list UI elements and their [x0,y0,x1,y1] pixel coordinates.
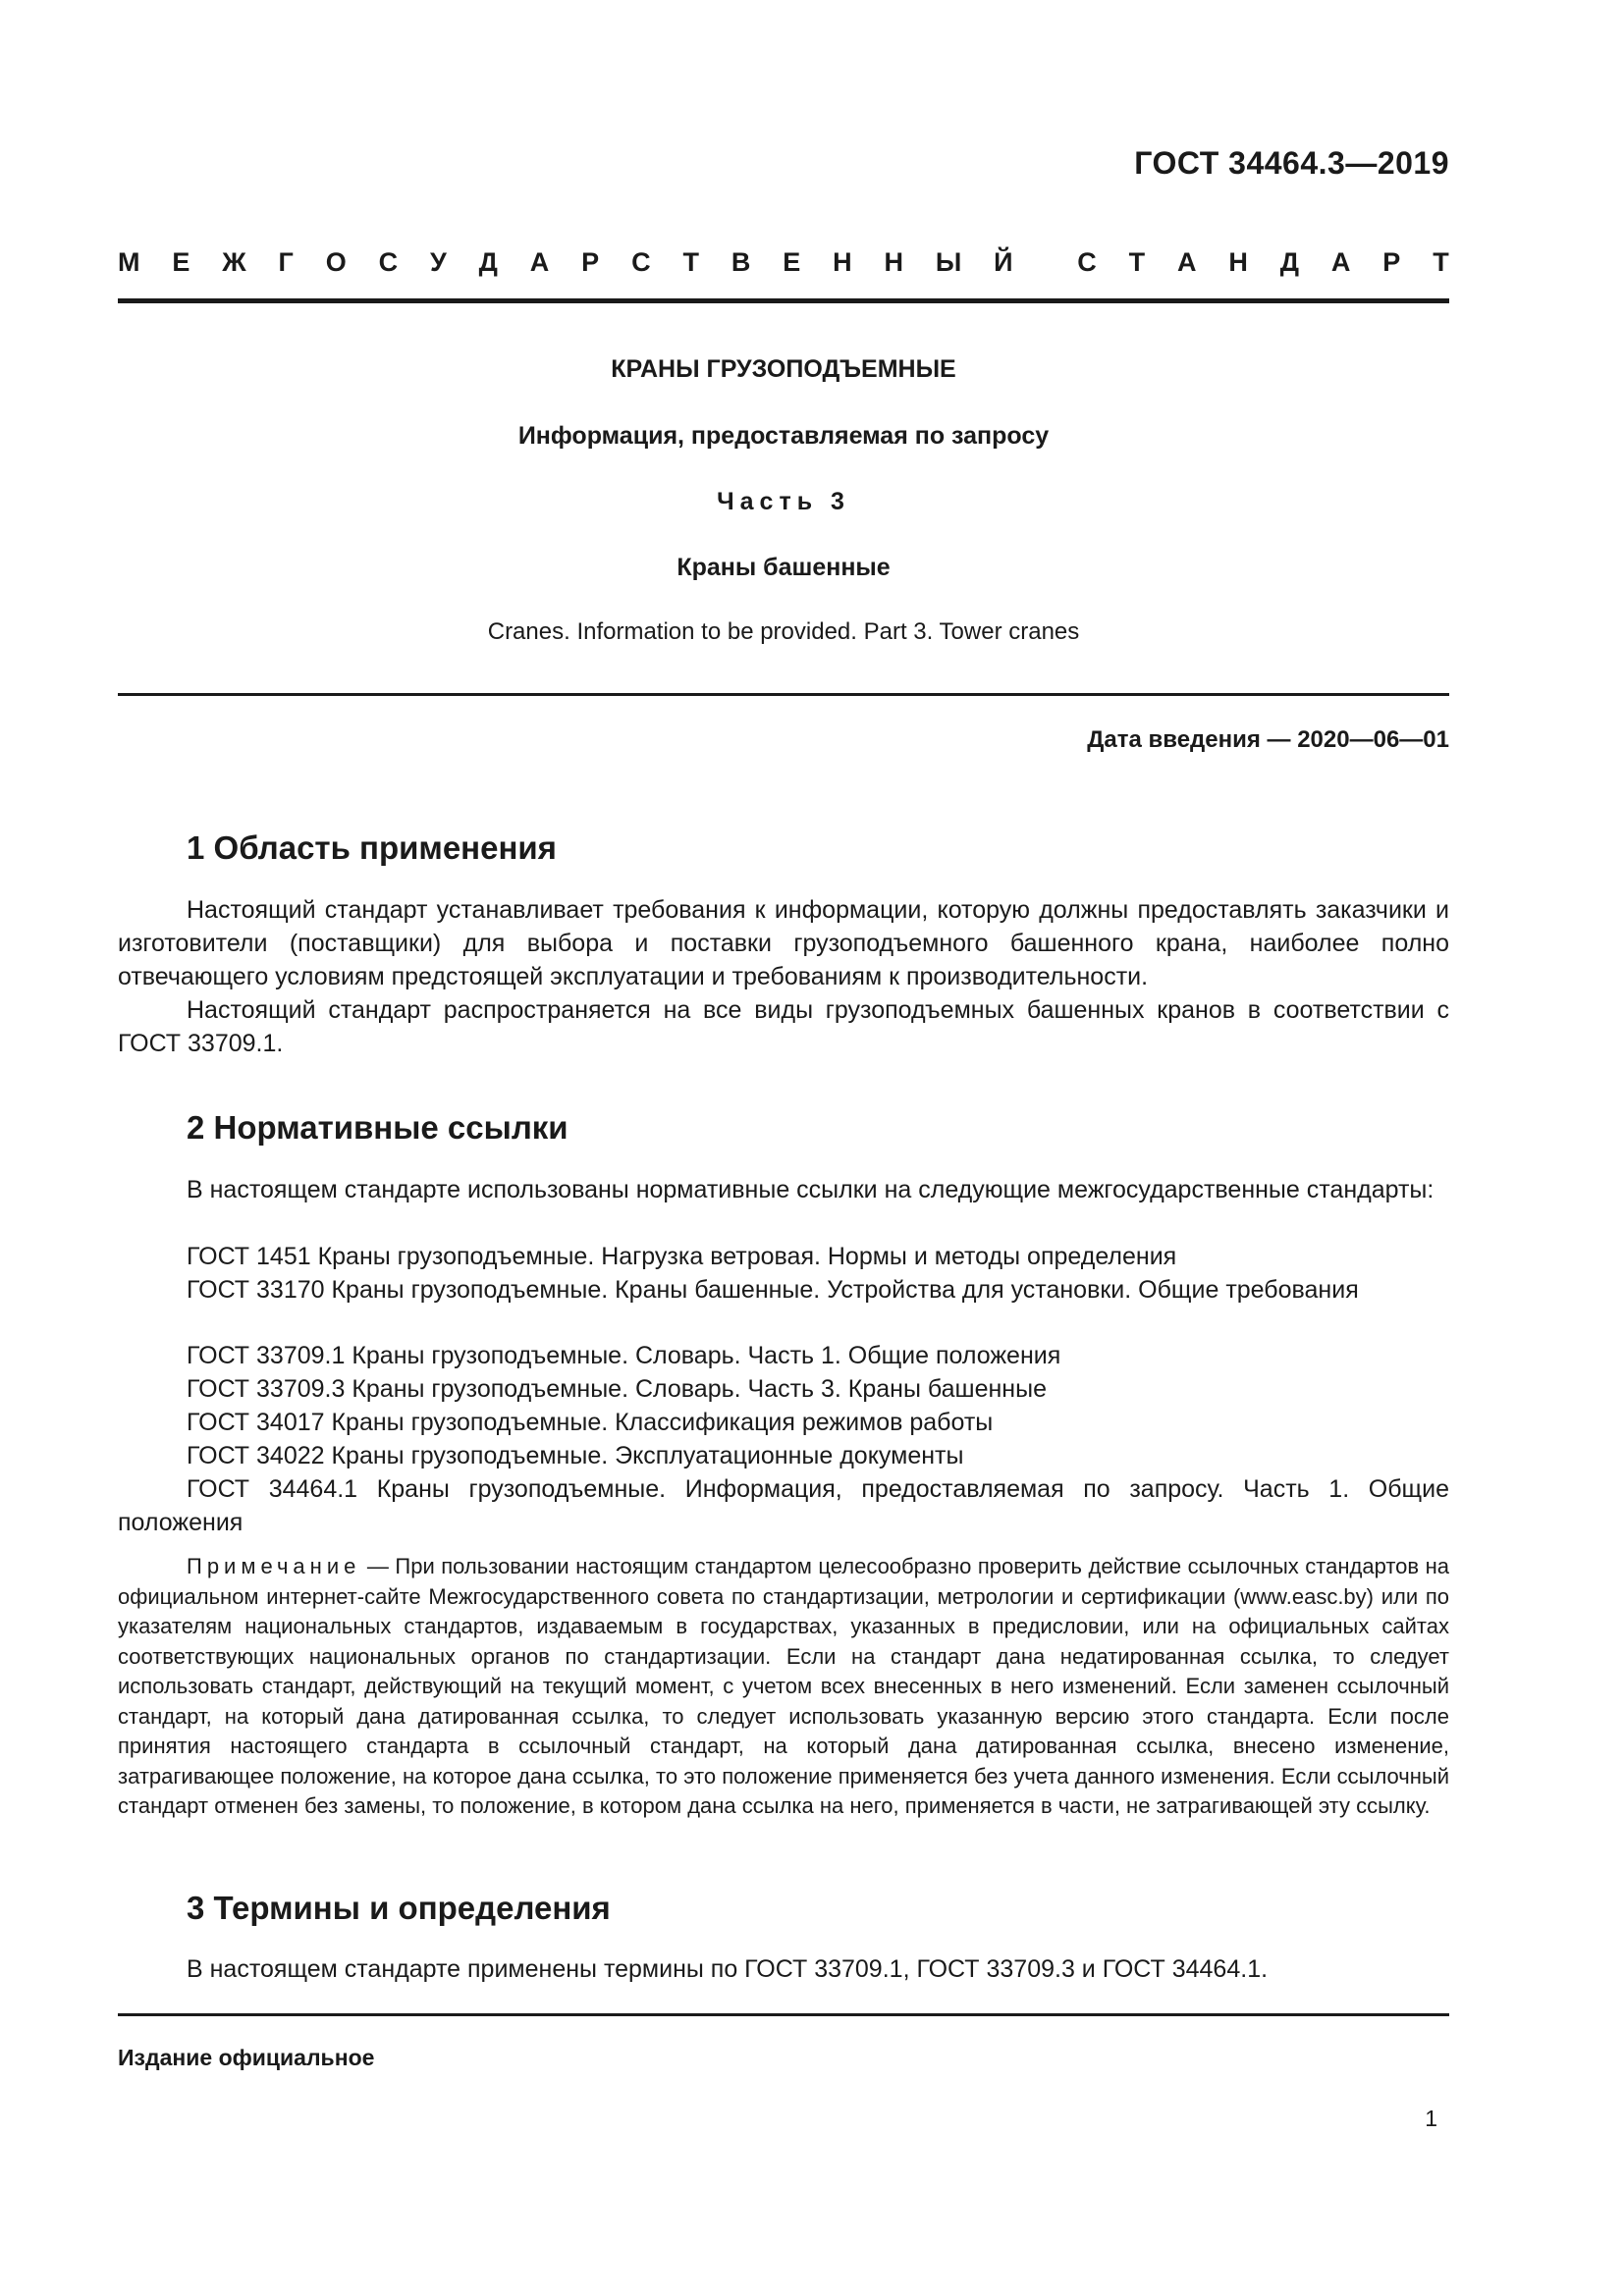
banner-letter: Е [783,247,801,277]
reference-item: ГОСТ 1451 Краны грузоподъемные. Нагрузка ветровая. Нормы и методы определения [187,1243,1177,1270]
banner-letter: Т [1128,247,1146,277]
banner-letter: Н [833,247,852,277]
banner-letter: Й [994,247,1013,277]
document-title: КРАНЫ ГРУЗОПОДЪЕМНЫЕ [611,355,956,383]
reference-item: ГОСТ 33709.1 Краны грузоподъемные. Словарь. Часть 1. Общие положения [187,1342,1061,1369]
footer-divider [118,2013,1449,2016]
banner-letter: С [1077,247,1097,277]
gost-number: ГОСТ 34464.3—2019 [1134,145,1449,181]
banner-letter: В [731,247,751,277]
header-divider [118,298,1449,303]
banner-letter: Д [1279,247,1300,277]
banner-letter: Р [1382,247,1401,277]
official-edition-label: Издание официальное [118,2045,375,2070]
section-2-heading: 2 Нормативные ссылки [187,1109,568,1146]
banner-letter: А [1330,247,1351,277]
banner-letter: С [378,247,399,277]
section-1-heading: 1 Область применения [187,829,557,866]
banner-letter: Е [172,247,190,277]
section-3-paragraph-1: В настоящем стандарте применены термины по ГОСТ 33709.1, ГОСТ 33709.3 и ГОСТ 34464.1. [187,1955,1269,1983]
reference-item: ГОСТ 34017 Краны грузоподъемные. Классификация режимов работы [187,1409,994,1436]
banner-letter: С [631,247,651,277]
introduction-date: Дата введения — 2020—06—01 [1087,726,1449,753]
reference-item: ГОСТ 34022 Краны грузоподъемные. Эксплуатационные документы [187,1442,964,1469]
section-2-intro: В настоящем стандарте использованы нормативные ссылки на следующие межгосударственные стандарты: [187,1176,1435,1203]
note-label: Примечание [187,1554,361,1578]
banner-letter: У [430,247,447,277]
page-number: 1 [1425,2106,1437,2131]
banner-letter: Т [1433,247,1449,277]
banner-letter: Н [884,247,903,277]
part-title: Краны башенные [677,554,891,581]
title-divider [118,693,1449,696]
section-1-paragraph-2: Настоящий стандарт распространяется на все виды грузоподъемных башенных кранов в соответствии с ГОСТ 33709.1. [118,996,1449,1057]
interstate-standard-banner [118,247,1449,278]
banner-letter: Р [581,247,600,277]
note-text: — При пользовании настоящим стандартом целесообразно проверить действие ссылочных стандартов на официальном интернет-сайте Межгосударственного совета по стандартизации, метрологии и сертификации (www.easc.by) или по указателям национальных стандартов, издаваемым в государствах, указанных в предисловии, или на официальных сайтах соответствующих национальных органов по стандартизации. Если на стандарт дана недатированная ссылка, то следует использовать стандарт, действующий на текущий момент, с учетом всех внесенных в него изменений. Если заменен ссылочный стандарт, на который дана датированная ссылка, то следует использовать указанную версию этого стандарта. Если после принятия настоящего стандарта в ссылочный стандарт, на который дана датированная ссылка, внесено изменение, затрагивающее положение, на которое дана ссылка, то это положение применяется без учета данного изменения. Если ссылочный стандарт отменен без замены, то положение, в котором дана ссылка на него, применяется в части, не затрагивающей эту ссылку. [118,1554,1449,1818]
reference-note [118,1552,1449,1822]
banner-letter: Д [478,247,498,277]
reference-item: ГОСТ 33170 Краны грузоподъемные. Краны башенные. Устройства для установки. Общие требования [187,1276,1359,1304]
banner-letter: Г [278,247,294,277]
banner-letter: А [1177,247,1197,277]
banner-letter: Ж [222,247,246,277]
document-subtitle: Информация, предоставляемая по запросу [517,422,1050,450]
reference-item: ГОСТ 34464.1 Краны грузоподъемные. Информация, предоставляемая по запросу. Часть 1. Общие положения [118,1475,1449,1536]
banner-letter: М [118,247,140,277]
banner-letter: О [325,247,347,277]
part-number: Часть 3 [717,488,850,515]
reference-item: ГОСТ 33709.3 Краны грузоподъемные. Словарь. Часть 3. Краны башенные [187,1375,1047,1403]
banner-letter: Н [1228,247,1248,277]
banner-letter: А [529,247,550,277]
english-title: Cranes. Information to be provided. Part 3. Tower cranes [487,618,1080,645]
banner-letter: Т [682,247,699,277]
section-1-paragraph-1: Настоящий стандарт устанавливает требования к информации, которую должны предоставлять заказчики и изготовители (поставщики) для выбора и поставки грузоподъемного башенного крана, наиболее полно отвечающего условиям предстоящей эксплуатации и требованиям к производительности. [118,896,1449,990]
section-3-heading: 3 Термины и определения [187,1890,611,1926]
banner-letter: Ы [935,247,962,277]
